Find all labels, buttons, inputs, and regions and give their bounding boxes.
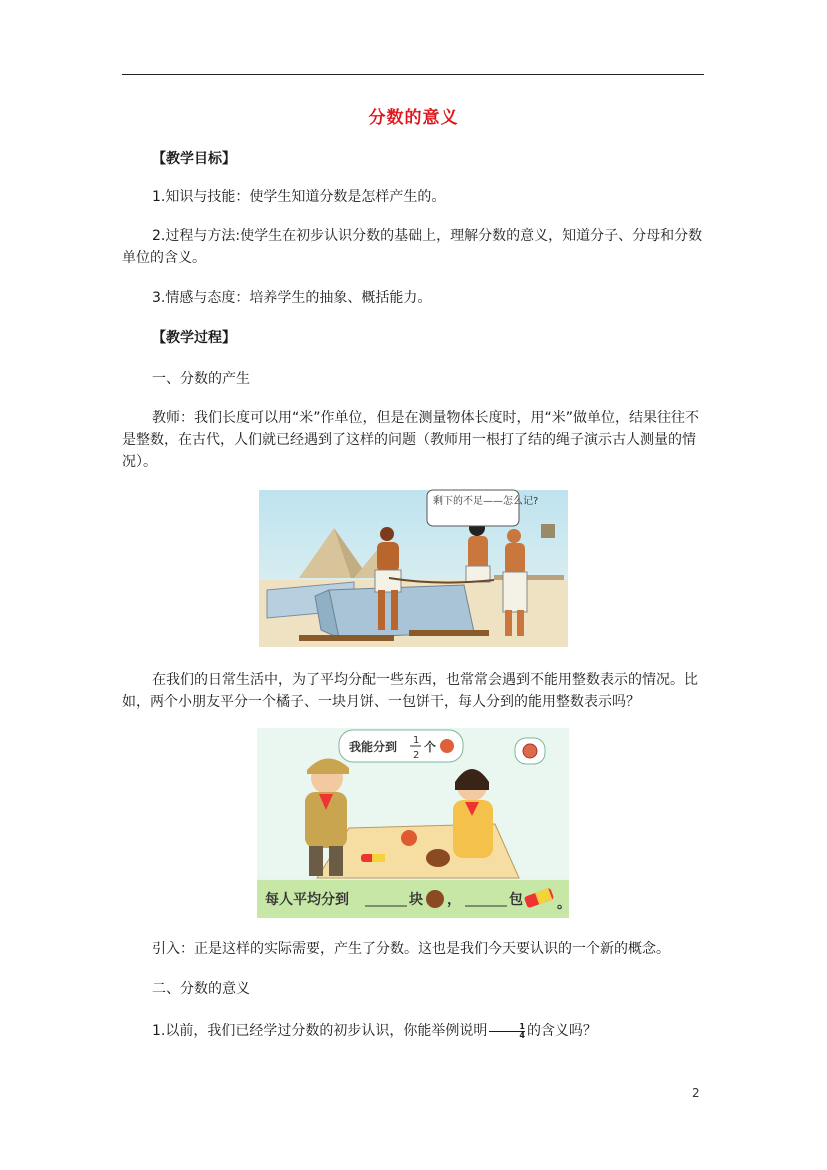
fraction-one-quarter [489,1023,525,1040]
paragraph-daily-life: 在我们的日常生活中，为了平均分配一些东西，也常常会遇到不能用整数表示的情况。比如，两个小朋友平分一个橘子、一块月饼、一包饼干，每人分到的能用整数表示吗？ [122,672,698,710]
paragraph-introduction: 引入：正是这样的实际需要，产生了分数。这也是我们今天要认识的一个新的概念。 [152,941,670,957]
speech-frac-den: 2 [413,750,420,761]
question-1-before: 1.以前，我们已经学过分数的初步认识，你能举例说明 [152,1023,488,1039]
caption-mid2: 包 [509,892,523,908]
header-rule [122,74,704,75]
goal-1: 1.知识与技能：使学生知道分数是怎样产生的。 [152,189,446,205]
question-1-after: 的含义吗？ [526,1023,597,1039]
goal-2: 2.过程与方法:使学生在初步认识分数的基础上，理解分数的意义，知道分子、分母和分数单位的含义。 [122,228,703,266]
orange-icon [440,739,454,753]
speech-frac-num: 1 [413,735,420,746]
figure-egypt-measuring [259,490,568,647]
part2-heading: 二、分数的意义 [152,981,250,997]
speech-after: 个 [424,740,437,754]
part1-heading: 一、分数的产生 [152,371,250,387]
caption-comma: ， [447,892,461,908]
goals-heading: 【教学目标】 [152,151,236,167]
fraction-denominator: 4 [489,1031,525,1040]
speech-before: 我能分到 [349,740,398,754]
fraction-numerator: 1 [519,1021,525,1031]
paragraph-teacher: 教师：我们长度可以用“米”作单位，但是在测量物体长度时，用“米”做单位，结果往往不是整数，在古代，人们就已经遇到了这样的问题（教师用一根打了结的绳子演示古人测量的情况）。 [122,410,700,470]
caption-mid1: 块 [409,892,423,908]
figure-children-sharing [257,728,569,918]
page-number: 2 [692,1086,700,1100]
page-title: 分数的意义 [368,108,459,128]
caption-before: 每人平均分到 [265,892,349,908]
goal-3: 3.情感与态度：培养学生的抽象、概括能力。 [152,290,432,306]
speech-bubble-text: 剩下的不足——怎么记? [433,496,539,507]
process-heading: 【教学过程】 [152,330,236,346]
caption-end: 。 [557,896,571,912]
question-1 [122,1020,712,1042]
